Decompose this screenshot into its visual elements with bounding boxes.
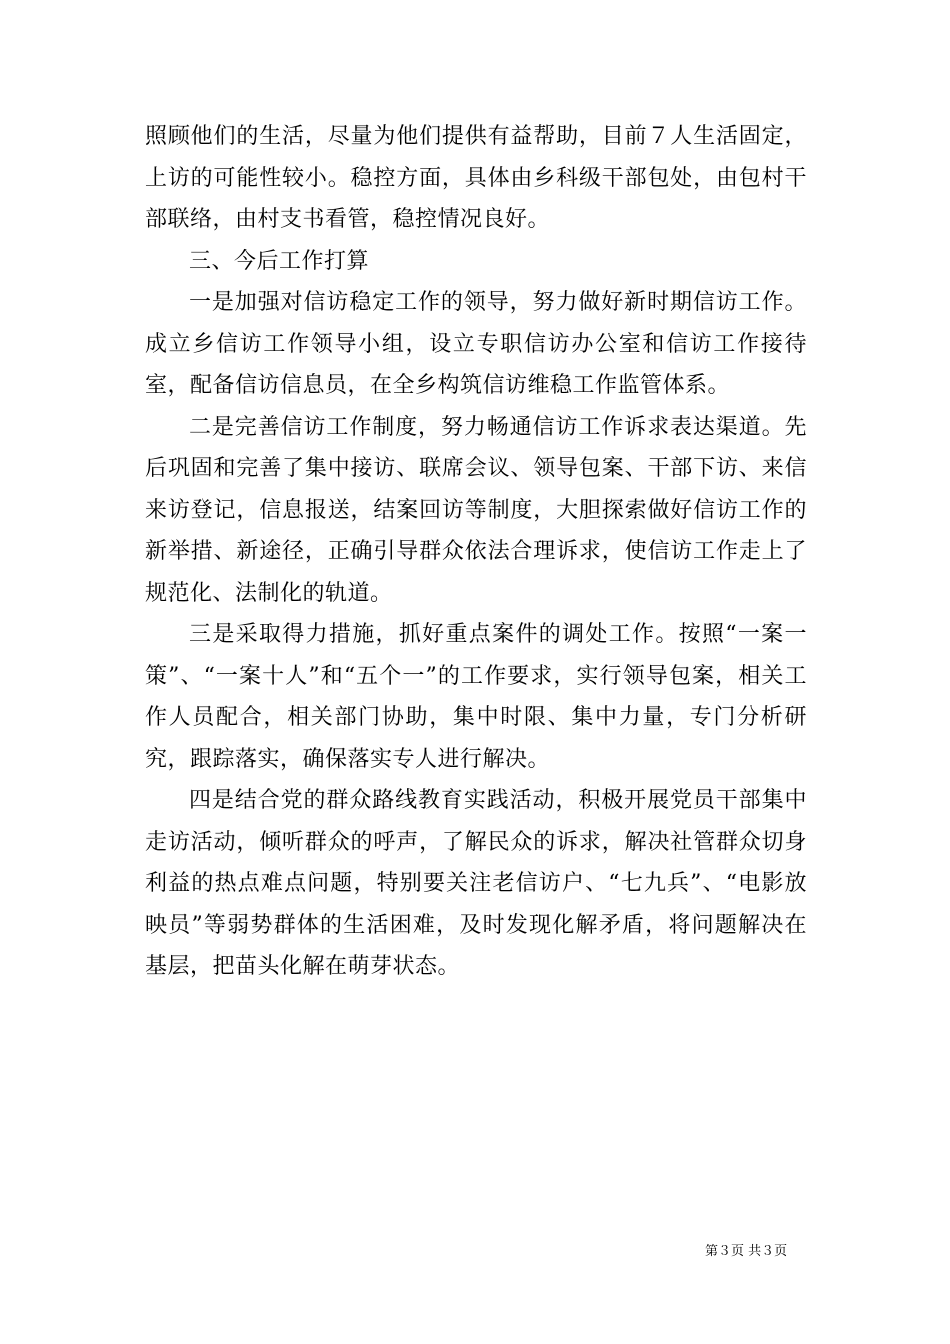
paragraph-point-four: 四是结合党的群众路线教育实践活动，积极开展党员干部集中走访活动，倾听群众的呼声，了解民众的诉求，解决社管群众切身利益的热点难点问题，特别要关注老信访户、“七九兵”、“电影放映员”等弱势群体的生活困难，及时发现化解矛盾，将问题解决在基层，把苗头化解在萌芽状态。 <box>145 788 807 979</box>
section-heading: 三、今后工作打算 <box>189 248 370 274</box>
paragraph-point-two: 二是完善信访工作制度，努力畅通信访工作诉求表达渠道。先后巩固和完善了集中接访、联席会议、领导包案、干部下访、来信来访登记，信息报送，结案回访等制度，大胆探索做好信访工作的新举措、新途径，正确引导群众依法合理诉求，使信访工作走上了规范化、法制化的轨道。 <box>145 414 807 606</box>
paragraph-continuation: 照顾他们的生活，尽量为他们提供有益帮助，目前７人生活固定，上访的可能性较小。稳控方面，具体由乡科级干部包处，由包村干部联络，由村支书看管，稳控情况良好。 <box>145 124 807 232</box>
paragraph-point-three: 三是采取得力措施，抓好重点案件的调处工作。按照“一案一策”、“一案十人”和“五个一”的工作要求，实行领导包案，相关工作人员配合，相关部门协助，集中时限、集中力量，专门分析研究，跟踪落实，确保落实专人进行解决。 <box>145 622 807 772</box>
page-number: 第３页 共３页 <box>705 1244 788 1259</box>
paragraph-point-one: 一是加强对信访稳定工作的领导，努力做好新时期信访工作。成立乡信访工作领导小组，设立专职信访办公室和信访工作接待室，配备信访信息员，在全乡构筑信访维稳工作监管体系。 <box>145 290 807 398</box>
document-body <box>145 116 807 988</box>
